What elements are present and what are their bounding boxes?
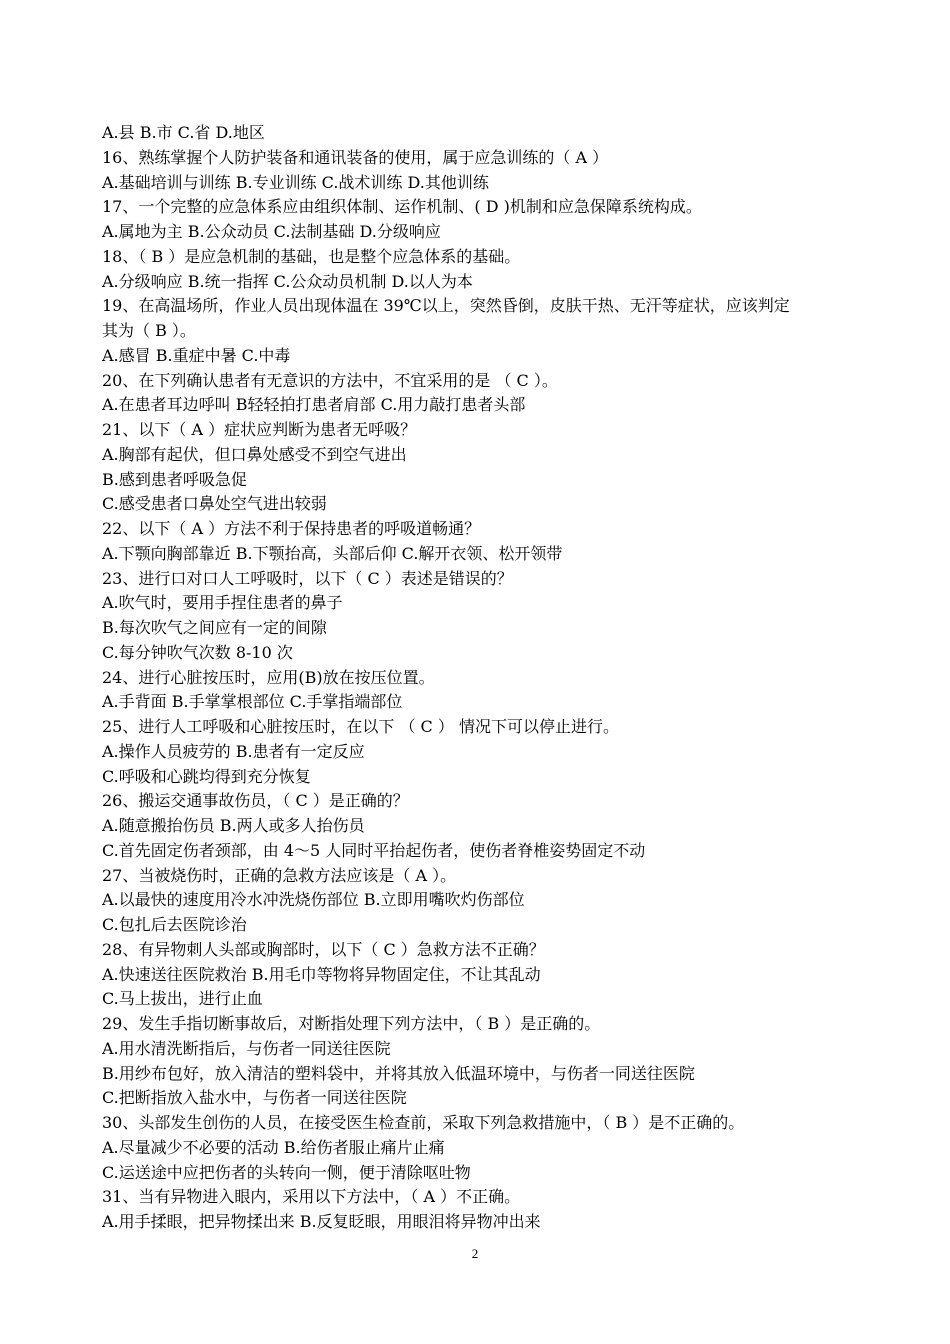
text-line: 20、在下列确认患者有无意识的方法中，不宜采用的是 （ C ）。 bbox=[102, 370, 558, 390]
text-line: A.用水清洗断指后，与伤者一同送往医院 bbox=[102, 1038, 391, 1058]
text-line: A.以最快的速度用冷水冲洗烧伤部位 B.立即用嘴吹灼伤部位 bbox=[102, 890, 525, 910]
text-line: 16、熟练掌握个人防护装备和通讯装备的使用，属于应急训练的（ A ） bbox=[102, 147, 609, 167]
text-line: B.每次吹气之间应有一定的间隙 bbox=[102, 618, 327, 637]
text-line: A.快速送往医院救治 B.用毛巾等物将异物固定住，不让其乱动 bbox=[102, 964, 541, 984]
text-line: 22、以下（ A ）方法不利于保持患者的呼吸道畅通？ bbox=[102, 519, 481, 538]
text-line: A.用手揉眼，把异物揉出来 B.反复眨眼，用眼泪将异物冲出来 bbox=[102, 1212, 541, 1231]
text-line: A.操作人员疲劳的 B.患者有一定反应 bbox=[102, 741, 365, 761]
text-line: C.马上拔出，进行止血 bbox=[102, 989, 263, 1009]
text-line: A.感冒 B.重症中暑 C.中毒 bbox=[102, 345, 291, 365]
text-line: 18、（ B ）是应急机制的基础，也是整个应急体系的基础。 bbox=[102, 246, 521, 266]
text-line: A.尽量减少不必要的活动 B.给伤者服止痛片止痛 bbox=[102, 1137, 445, 1157]
text-line: C.把断指放入盐水中，与伤者一同送往医院 bbox=[102, 1088, 407, 1108]
text-line: 17、一个完整的应急体系应由组织体制、运作机制、( D )机制和应急保障系统构成。 bbox=[102, 197, 702, 217]
text-line: A.县 B.市 C.省 D.地区 bbox=[102, 123, 265, 142]
text-line: C.每分钟吹气次数 8-10 次 bbox=[102, 642, 293, 662]
page-number: 2 bbox=[471, 1246, 479, 1261]
text-line: C.感受患者口鼻处空气进出较弱 bbox=[102, 494, 327, 514]
text-line: 19、在高温场所，作业人员出现体温在 39℃以上，突然昏倒，皮肤干热、无汗等症状，应该判定 bbox=[102, 296, 790, 316]
text-line: 26、搬运交通事故伤员，（ C ）是正确的？ bbox=[102, 791, 409, 811]
text-line: A.属地为主 B.公众动员 C.法制基础 D.分级响应 bbox=[102, 222, 441, 241]
text-line: 21、以下（ A ）症状应判断为患者无呼吸？ bbox=[102, 420, 417, 439]
text-line: B.感到患者呼吸急促 bbox=[102, 469, 247, 489]
text-line: C.首先固定伤者颈部，由 4～5 人同时平抬起伤者，使伤者脊椎姿势固定不动 bbox=[102, 840, 646, 860]
text-line: 31、当有异物进入眼内，采用以下方法中，（ A ）不正确。 bbox=[102, 1187, 521, 1207]
text-line: 24、进行心脏按压时，应用(B)放在按压位置。 bbox=[102, 667, 435, 687]
text-line: A.手背面 B.手掌掌根部位 C.手掌指端部位 bbox=[102, 692, 403, 712]
question-list bbox=[102, 121, 872, 1235]
text-line: C.呼吸和心跳均得到充分恢复 bbox=[102, 766, 311, 786]
text-line: 28、有异物刺人头部或胸部时，以下（ C ）急救方法不正确？ bbox=[102, 939, 545, 959]
text-line: A.吹气时，要用手捏住患者的鼻子 bbox=[102, 593, 343, 613]
text-line: 23、进行口对口人工呼吸时，以下（ C ）表述是错误的？ bbox=[102, 568, 513, 588]
text-line: C.包扎后去医院诊治 bbox=[102, 915, 247, 934]
text-line: A.分级响应 B.统一指挥 C.公众动员机制 D.以人为本 bbox=[102, 271, 473, 291]
text-line: A.基础培训与训练 B.专业训练 C.战术训练 D.其他训练 bbox=[102, 172, 489, 192]
text-line: A.胸部有起伏，但口鼻处感受不到空气进出 bbox=[102, 444, 407, 464]
text-line: 27、当被烧伤时，正确的急救方法应该是（ A ）。 bbox=[102, 865, 457, 885]
text-line: 29、发生手指切断事故后，对断指处理下列方法中，（ B ）是正确的。 bbox=[102, 1014, 601, 1033]
text-line: 30、头部发生创伤的人员，在接受医生检查前，采取下列急救措施中，（ B ）是不正确的。 bbox=[102, 1113, 745, 1132]
text-line: A.随意搬抬伤员 B.两人或多人抬伤员 bbox=[102, 816, 365, 835]
text-line: A.下颚向胸部靠近 B.下颚抬高，头部后仰 C.解开衣领、松开领带 bbox=[102, 543, 563, 563]
text-line: A.在患者耳边呼叫 B轻轻拍打患者肩部 C.用力敲打患者头部 bbox=[102, 395, 526, 415]
text-line: B.用纱布包好，放入清洁的塑料袋中，并将其放入低温环境中，与伤者一同送往医院 bbox=[102, 1063, 695, 1083]
text-line: 25、进行人工呼吸和心脏按压时，在以下 （ C ） 情况下可以停止进行。 bbox=[102, 717, 619, 736]
text-line: 其为（ B ）。 bbox=[102, 321, 196, 340]
text-line: C.运送途中应把伤者的头转向一侧，便于清除呕吐物 bbox=[102, 1162, 471, 1182]
